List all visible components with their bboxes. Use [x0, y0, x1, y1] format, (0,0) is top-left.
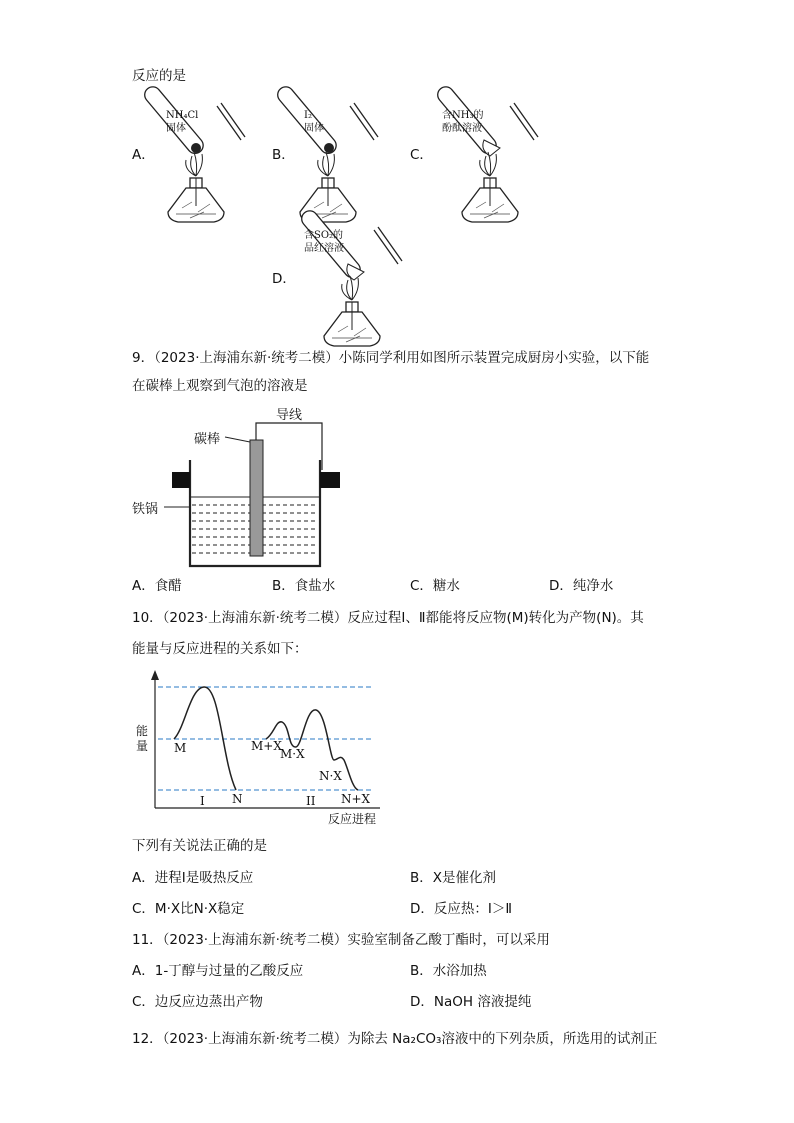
q10-stem-line2: 能量与反应进程的关系如下： [132, 641, 308, 657]
q10-question: 下列有关说法正确的是 [132, 838, 267, 854]
q10-label-n-plus-x: N+X [341, 792, 371, 806]
q8-text-tail: 反应的是 [132, 68, 186, 84]
q10-stem-line1: 10．（2023·上海浦东新·统考二模）反应过程Ⅰ、Ⅱ都能将反应物(M)转化为产物(N)。其 [132, 610, 644, 626]
q8-option-a-label1: NH₄Cl [166, 110, 199, 121]
q10-label-m-plus-x: M+X [251, 739, 282, 753]
q10-label-m-dot-x: M·X [280, 747, 305, 761]
q8-option-c-label1: 含NH₃的 [442, 110, 484, 121]
q11-option-a: A．1-丁醇与过量的乙酸反应 [132, 963, 304, 979]
q8-option-c-letter: C． [410, 147, 433, 163]
q8-option-b-letter: B． [272, 147, 295, 163]
q12-stem: 12．（2023·上海浦东新·统考二模）为除去 Na₂CO₃溶液中的下列杂质，所选用的试剂正 [132, 1031, 658, 1047]
q9-option-d: D．纯净水 [549, 578, 614, 594]
q8-option-b-label2: 固体 [304, 123, 324, 134]
q10-label-ii: II [306, 794, 316, 808]
q9-stem-line1: 9．（2023·上海浦东新·统考二模）小陈同学利用如图所示装置完成厨房小实验，以下能 [132, 350, 650, 366]
q9-option-b: B．食盐水 [272, 578, 336, 594]
q8-option-d-label1: 含SO₂的 [304, 230, 344, 241]
q9-label-rod: 碳棒 [194, 432, 221, 447]
q9-label-pot: 铁锅 [132, 502, 159, 517]
q11-option-d: D．NaOH 溶液提纯 [410, 994, 532, 1010]
q10-label-n-dot-x: N·X [319, 769, 342, 783]
q10-option-d: D．反应热：Ⅰ＞Ⅱ [410, 901, 513, 917]
q11-option-c: C．边反应边蒸出产物 [132, 994, 263, 1010]
q10-label-n: N [232, 792, 243, 806]
q9-label-wire: 导线 [276, 408, 303, 423]
q8-option-d-letter: D． [272, 271, 296, 287]
q10-option-a: A．进程Ⅰ是吸热反应 [132, 870, 254, 886]
q8-option-a-letter: A． [132, 147, 155, 163]
q10-option-c: C．M·X比N·X稳定 [132, 901, 245, 917]
q10-xlabel: 反应进程 [328, 812, 377, 826]
q9-stem-line2: 在碳棒上观察到气泡的溶液是 [132, 378, 308, 394]
q9-option-a: A．食醋 [132, 578, 182, 594]
q10-ylabel-1: 能 [136, 724, 149, 738]
q10-ylabel-2: 量 [136, 739, 149, 753]
q11-option-b: B．水浴加热 [410, 963, 487, 979]
q11-stem: 11．（2023·上海浦东新·统考二模）实验室制备乙酸丁酯时，可以采用 [132, 932, 550, 948]
q10-label-m: M [174, 741, 187, 755]
q8-option-b-label1: I₂ [304, 110, 312, 121]
q10-option-b: B．X是催化剂 [410, 870, 497, 886]
q9-option-c: C．糖水 [410, 578, 460, 594]
q10-label-i: I [200, 794, 205, 808]
q8-option-d-label2: 品红溶液 [304, 243, 344, 254]
q8-option-c-label2: 酚酞溶液 [442, 123, 482, 134]
q8-option-a-label2: 固体 [166, 123, 186, 134]
